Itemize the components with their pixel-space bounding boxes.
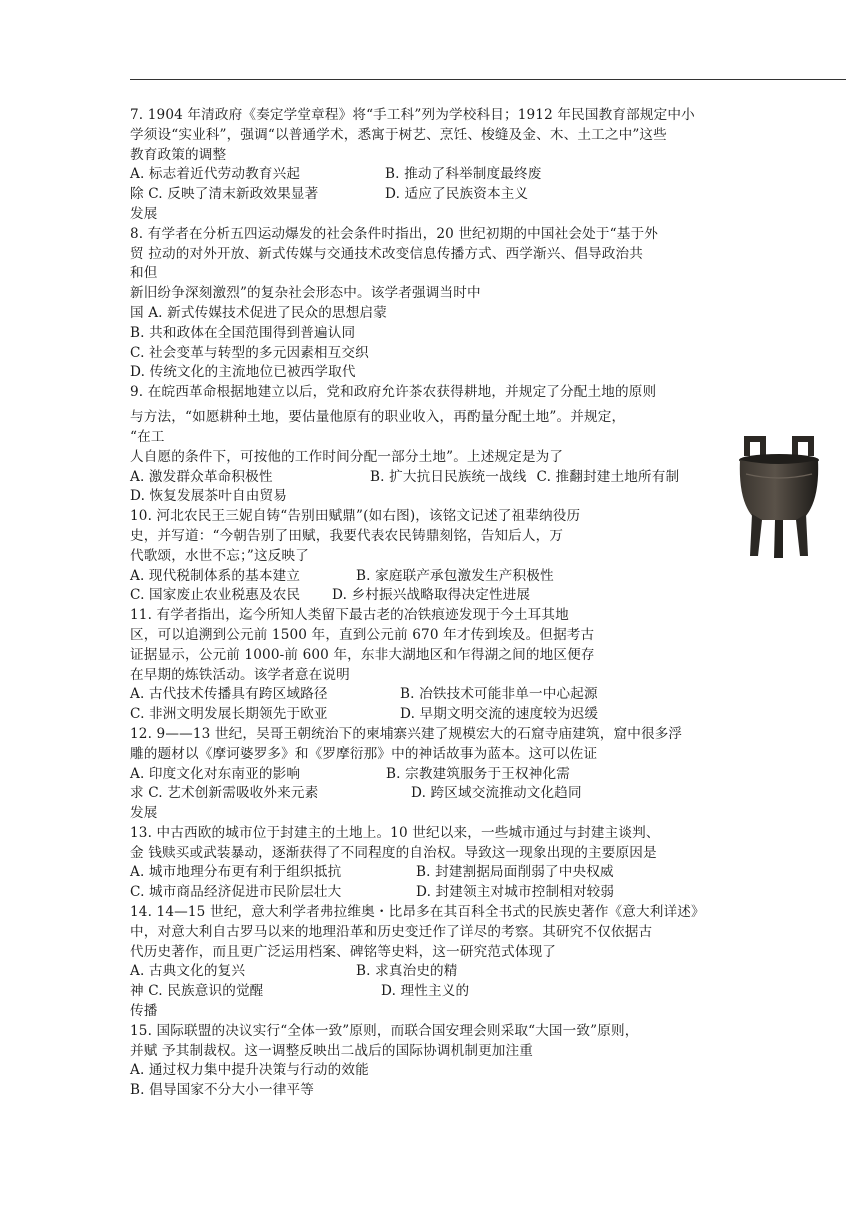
- q12-options-ab: [130, 765, 780, 785]
- header-rule: [130, 79, 846, 80]
- q9-line-1: [130, 383, 780, 408]
- q15-option-b[interactable]: B. 倡导国家不分大小一律平等: [130, 1082, 315, 1099]
- q12-line-wrap: 发展: [130, 805, 158, 822]
- q14-line-2: 中，对意大利自古罗马以来的地理沿革和历史变迁作了详尽的考察。其研究不仅依据古: [130, 923, 653, 940]
- q8-line-1: 8. 有学者在分析五四运动爆发的社会条件时指出，20 世纪初期的中国社会处于“基于外: [130, 225, 658, 242]
- exam-page: [130, 106, 780, 1101]
- q7-option-d[interactable]: D. 适应了民族资本主义: [385, 186, 529, 203]
- q12-option-b[interactable]: B. 宗教建筑服务于王权神化需: [386, 765, 571, 782]
- q13-option-c[interactable]: C. 城市商品经济促进市民阶层壮大: [130, 884, 342, 901]
- q14-line-1: 14. 14—15 世纪，意大利学者弗拉维奥・比昂多在其百科全书式的民族史著作《意大利详述》: [130, 904, 705, 921]
- q11-line-3: 证据显示，公元前 1000-前 600 年，东非大湖地区和乍得湖之间的地区便存: [130, 646, 595, 663]
- q15-line-1: 15. 国际联盟的决议实行“全体一致”原则，而联合国安理会则采取“大国一致”原则，: [130, 1022, 639, 1039]
- q14-option-d[interactable]: D. 理性主义的: [381, 983, 470, 1000]
- q10-option-d[interactable]: D. 乡村振兴战略取得决定性进展: [332, 587, 531, 604]
- q8-line-2: 贸 拉动的对外开放、新式传媒与交通技术改变信息传播方式、西学渐兴、倡导政治共: [130, 245, 643, 262]
- q14-option-b[interactable]: B. 求真治史的精: [356, 963, 458, 980]
- q10-line-2: 史，并写道：“今朝告别了田赋，我要代表农民铸鼎刻铭，告知后人，万: [130, 527, 564, 544]
- q9-option-d[interactable]: D. 恢复发展茶叶自由贸易: [130, 488, 287, 505]
- q13-option-b[interactable]: B. 封建割据局面削弱了中央权威: [416, 864, 614, 881]
- q10-options-cd: [130, 586, 780, 606]
- q14-options-cd: [130, 982, 780, 1002]
- q12-line-1: 12. 9——13 世纪，吴哥王朝统治下的柬埔寨兴建了规模宏大的石窟寺庙建筑，窟中很多浮: [130, 725, 683, 742]
- q11-option-c[interactable]: C. 非洲文明发展长期领先于欧亚: [130, 706, 328, 723]
- q11-options-ab: [130, 685, 780, 705]
- q11-option-d[interactable]: D. 早期文明交流的速度较为迟缓: [400, 706, 599, 723]
- bronze-ding-vessel-icon: [736, 434, 822, 560]
- q13-options-ab: [130, 863, 780, 883]
- q9-line-3: “在工: [130, 428, 165, 445]
- q10-line-1: 10. 河北农民王三妮自铸“告别田赋鼎”(如右图)，该铭文记述了祖辈纳役历: [130, 508, 581, 525]
- q9-option-b[interactable]: B. 扩大抗日民族统一战线: [370, 468, 527, 485]
- q11-line-1: 11. 有学者指出，迄今所知人类留下最古老的冶铁痕迹发现于今土耳其地: [130, 607, 569, 624]
- q12-option-a[interactable]: A. 印度文化对东南亚的影响: [130, 765, 301, 782]
- q8-option-d[interactable]: D. 传统文化的主流地位已被西学取代: [130, 364, 356, 381]
- q7-options-cd: [130, 185, 780, 205]
- q14-line-3: 代历史著作，而且更广泛运用档案、碑铭等史料，这一研究范式体现了: [130, 943, 557, 960]
- q9-line-2: 与方法，“如愿耕种土地，要估量他原有的职业收入，再酌量分配土地”。并规定，: [130, 409, 626, 426]
- q13-option-a[interactable]: A. 城市地理分布更有利于组织抵抗: [130, 864, 342, 881]
- q10-option-b[interactable]: B. 家庭联产承包激发生产积极性: [356, 567, 554, 584]
- q15-option-a[interactable]: A. 通过权力集中提升决策与行动的效能: [130, 1062, 369, 1079]
- q7-line-3: 教育政策的调整: [130, 146, 227, 163]
- q11-option-a[interactable]: A. 古代技术传播具有跨区域路径: [130, 686, 328, 703]
- q13-line-2: 金 钱赎买或武装暴动，逐渐获得了不同程度的自治权。导致这一现象出现的主要原因是: [130, 844, 657, 861]
- q8-option-a[interactable]: 国 A. 新式传媒技术促进了民众的思想启蒙: [130, 304, 388, 321]
- q9-option-c[interactable]: C. 推翻封建土地所有制: [536, 468, 680, 485]
- q9-line-1-end: 则: [642, 384, 657, 401]
- q14-options-ab: [130, 962, 780, 982]
- q14-option-c[interactable]: 神 C. 民族意识的觉醒: [130, 983, 264, 1000]
- q10-options-ab: [130, 567, 780, 587]
- q9-line-4: 人自愿的条件下，可按他的工作时间分配一部分土地”。上述规定是为了: [130, 448, 564, 465]
- q10-option-a[interactable]: A. 现代税制体系的基本建立: [130, 567, 301, 584]
- q11-line-2: 区，可以追溯到公元前 1500 年，直到公元前 670 年才传到埃及。但据考古: [130, 626, 595, 643]
- q11-option-b[interactable]: B. 冶铁技术可能非单一中心起源: [400, 686, 598, 703]
- q7-line-1: 7. 1904 年清政府《奏定学堂章程》将“手工科”列为学校科目；1912 年民国教育部规定中小: [130, 107, 695, 123]
- q10-line-3: 代歌颂，水世不忘；”这反映了: [130, 547, 309, 564]
- q13-options-cd: [130, 883, 780, 903]
- q13-option-d[interactable]: D. 封建领主对城市控制相对较弱: [416, 884, 615, 901]
- q14-option-a[interactable]: A. 古典文化的复兴: [130, 963, 246, 980]
- q11-options-cd: [130, 705, 780, 725]
- q7-line-2: 学须设“实业科”，强调“以普通学术，悉寓于树艺、烹饪、梭缝及金、木、土工之中”这些: [130, 126, 667, 143]
- q12-option-c[interactable]: 求 C. 艺术创新需吸收外来元素: [130, 785, 319, 802]
- q8-line-3: 和但: [130, 265, 158, 282]
- q13-line-1: 13. 中古西欧的城市位于封建主的土地上。10 世纪以来，一些城市通过与封建主谈判、: [130, 824, 660, 841]
- q10-option-c[interactable]: C. 国家废止农业税惠及农民: [130, 587, 301, 604]
- q12-line-2: 雕的题材以《摩诃婆罗多》和《罗摩衍那》中的神话故事为蓝本。这可以佐证: [130, 745, 598, 762]
- q7-options-ab: [130, 165, 780, 185]
- q7-line-wrap: 发展: [130, 205, 158, 222]
- q11-line-4: 在早期的炼铁活动。该学者意在说明: [130, 666, 350, 683]
- q8-line-4: 新旧纷争深刻激烈”的复杂社会形态中。该学者强调当时中: [130, 285, 481, 302]
- q12-option-d[interactable]: D. 跨区域交流推动文化趋同: [411, 785, 582, 802]
- q9-option-a[interactable]: A. 激发群众革命积极性: [130, 468, 273, 485]
- q7-option-a[interactable]: A. 标志着近代劳动教育兴起: [130, 166, 301, 183]
- q7-option-c[interactable]: 除 C. 反映了清末新政效果显著: [130, 186, 319, 203]
- q8-option-b[interactable]: B. 共和政体在全国范围得到普遍认同: [130, 324, 356, 341]
- q9-line-1-text: 9. 在皖西革命根据地建立以后，党和政府允许茶农获得耕地，并规定了分配土地的原: [130, 384, 643, 401]
- q8-option-c[interactable]: C. 社会变革与转型的多元因素相互交织: [130, 344, 369, 361]
- q7-option-b[interactable]: B. 推动了科举制度最终废: [385, 166, 542, 183]
- q9-options-abc: [130, 468, 780, 488]
- q15-line-2: 并赋 予其制裁权。这一调整反映出二战后的国际协调机制更加注重: [130, 1042, 534, 1059]
- q12-options-cd: [130, 784, 780, 804]
- q14-line-wrap: 传播: [130, 1003, 158, 1020]
